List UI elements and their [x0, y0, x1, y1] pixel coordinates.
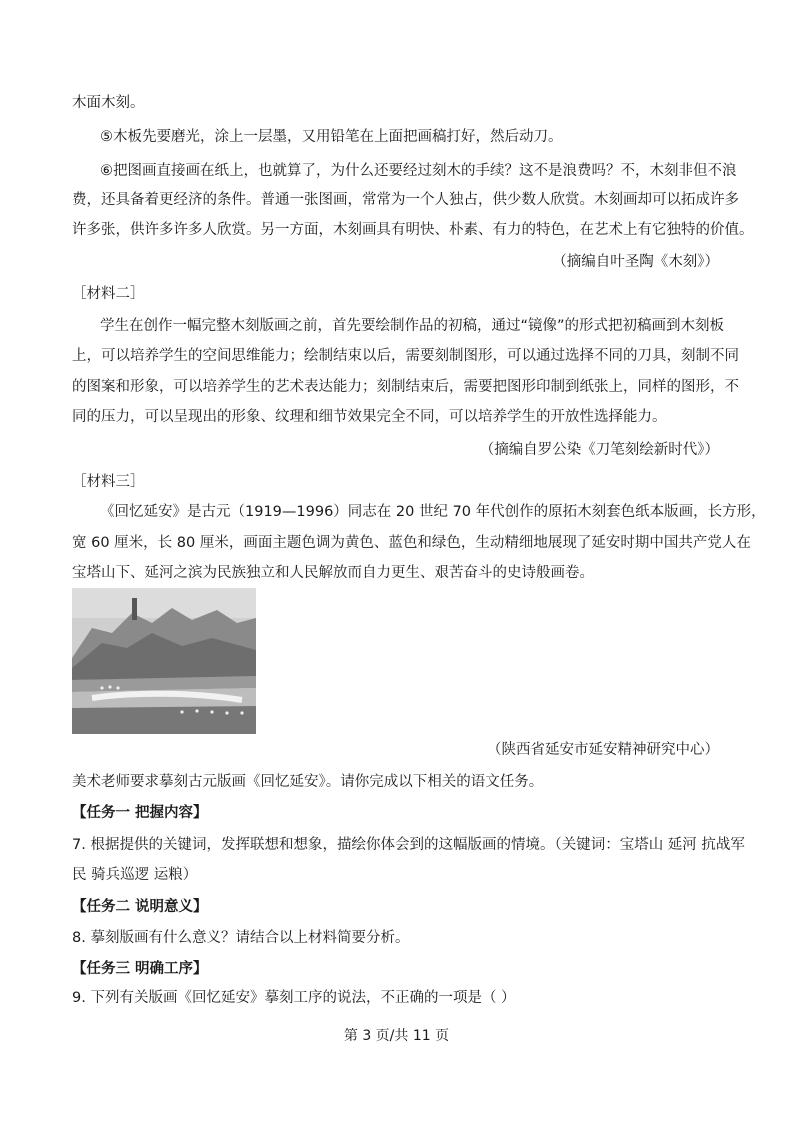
material-3-heading: ［材料三］	[72, 474, 145, 490]
image-caption: （陕西省延安市延安精神研究中心）	[487, 742, 719, 758]
question-7-line-1: 7. 根据提供的关键词，发挥联想和想象，描绘你体会到的这幅版画的情境。（关键词：宝塔山 延河 抗战军	[72, 837, 745, 853]
material-2-line-1: 学生在创作一幅完整木刻版画之前，首先要绘制作品的初稿，通过“镜像”的形式把初稿画到木刻板	[100, 318, 725, 334]
task-2-heading: 【任务二 说明意义】	[72, 899, 208, 915]
page-footer: 第 3 页/共 11 页	[343, 1028, 450, 1044]
source-1: （摘编自叶圣陶《木刻》）	[552, 254, 719, 270]
woodcut-print-image	[72, 588, 256, 734]
task-1-heading: 【任务一 把握内容】	[72, 805, 208, 821]
intro-text: 美术老师要求摹刻古元版画《回忆延安》。请你完成以下相关的语文任务。	[72, 774, 544, 790]
line-3: ⑥把图画直接画在纸上，也就算了，为什么还要经过刻木的手续？这不是浪费吗？不，木刻非但不浪	[100, 163, 737, 179]
line-4: 费，还具备着更经济的条件。普通一张图画，常常为一个人独占，供少数人欣赏。木刻画却可以拓成许多	[72, 192, 739, 208]
material-2-heading: ［材料二］	[72, 286, 145, 302]
line-5: 许多张，供许多许多人欣赏。另一方面，木刻画具有明快、朴素、有力的特色，在艺术上有它独特的价值。	[72, 222, 754, 238]
material-2-line-3: 的图案和形象，可以培养学生的艺术表达能力；刻制结束后，需要把图形印制到纸张上，同样的图形，不	[72, 379, 739, 395]
material-3-line-1: 《回忆延安》是古元（1919—1996）同志在 20 世纪 70 年代创作的原拓木刻套色纸本版画，长方形，	[100, 504, 766, 520]
task-3-heading: 【任务三 明确工序】	[72, 961, 208, 977]
line-1: 木面木刻。	[72, 95, 145, 111]
line-2: ⑤木板先要磨光，涂上一层墨，又用铅笔在上面把画稿打好，然后动刀。	[100, 129, 563, 145]
question-7-line-2: 民 骑兵巡逻 运粮）	[72, 867, 198, 883]
source-2: （摘编自罗公染《刀笔刻绘新时代》）	[479, 442, 719, 458]
material-3-line-2: 宽 60 厘米，长 80 厘米，画面主题色调为黄色、蓝色和绿色，生动精细地展现了延安时期中国共产党人在	[72, 535, 751, 551]
material-2-line-4: 同的压力，可以呈现出的形象、纹理和细节效果完全不同，可以培养学生的开放性选择能力。	[72, 409, 667, 425]
question-9: 9. 下列有关版画《回忆延安》摹刻工序的说法，不正确的一项是（ ）	[72, 990, 516, 1006]
material-3-line-3: 宝塔山下、延河之滨为民族独立和人民解放而自力更生、艰苦奋斗的史诗般画卷。	[72, 565, 594, 581]
question-8: 8. 摹刻版画有什么意义？请结合以上材料简要分析。	[72, 930, 410, 946]
material-2-line-2: 上，可以培养学生的空间思维能力；绘制结束以后，需要刻制图形，可以通过选择不同的刀具，刻制不同	[72, 348, 739, 364]
